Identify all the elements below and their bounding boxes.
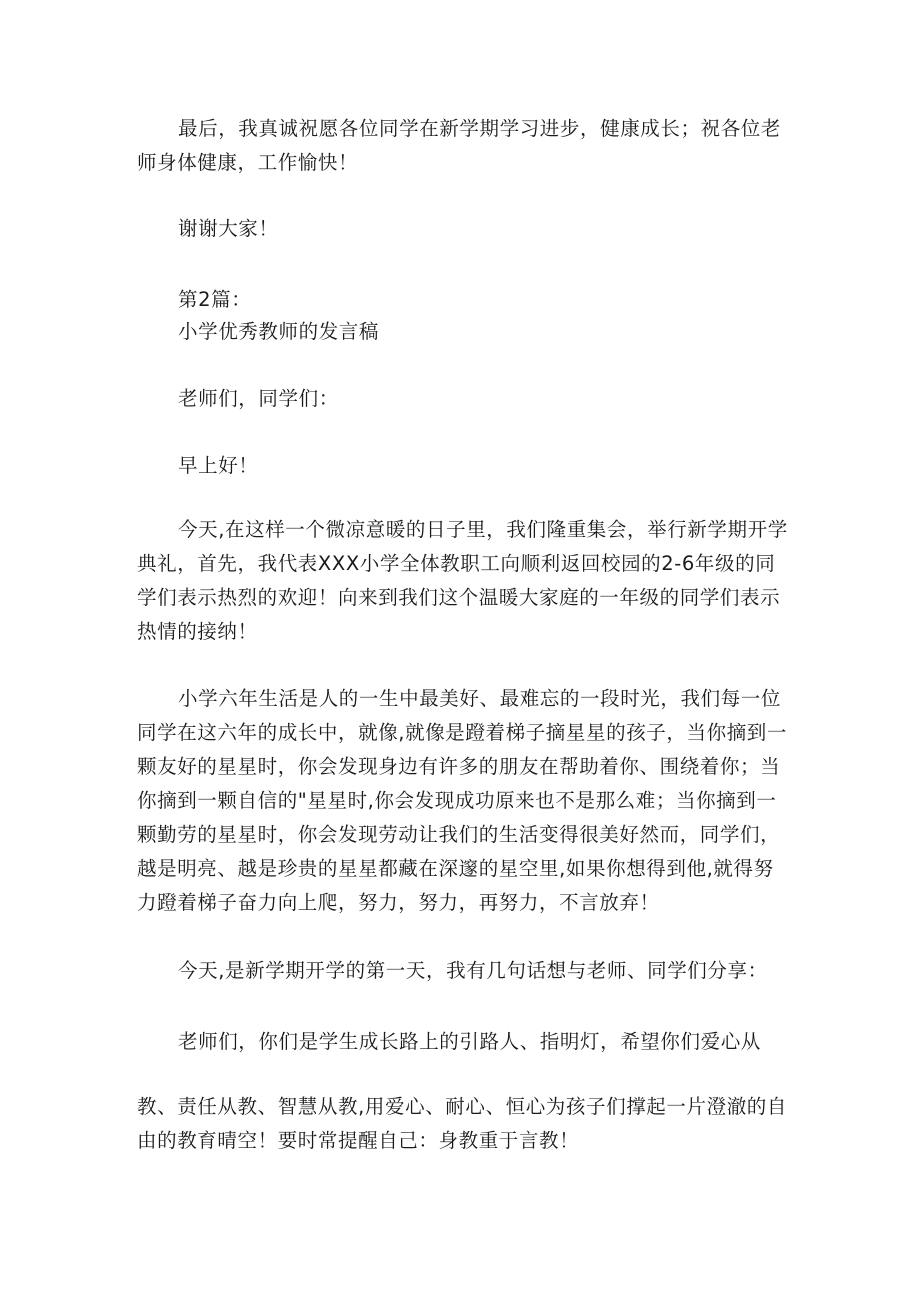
thanks-paragraph: 谢谢大家！ — [178, 217, 279, 240]
first-day-paragraph: 今天,是新学期开学的第一天，我有几句话想与老师、同学们分享： — [178, 959, 768, 982]
closing-wishes-paragraph: 最后，我真诚祝愿各位同学在新学期学习进步，健康成长；祝各位老师身体健康，工作愉快！ — [137, 117, 782, 174]
section-title-heading: 小学优秀教师的发言稿 — [178, 320, 380, 343]
teachers-paragraph-part2: 教、责任从教、智慧从教,用爱心、耐心、恒心为孩子们撑起一片澄澈的自由的教育晴空！要时常提醒自己：身教重于言教！ — [137, 1095, 787, 1152]
six-years-paragraph: 小学六年生活是人的一生中最美好、最难忘的一段时光，我们每一位同学在这六年的成长中，就像,就像是蹬着梯子摘星星的孩子，当你摘到一颗友好的星星时，你会发现身边有许多的朋友在帮助着你、围绕着你；当你摘到一颗自信的"星星时,你会发现成功原来也不是那么难；当你摘到一颗勤劳的星星时，你会发现劳动让我们的生活变得很美好然而，同学们，越是明亮、越是珍贵的星星都藏在深邃的星空里,如果你想得到他,就得努力蹬着梯子奋力向上爬，努力，努力，再努力，不言放弃！ — [137, 687, 787, 914]
teachers-paragraph-part1: 老师们，你们是学生成长路上的引路人、指明灯，希望你们爱心从 — [178, 1030, 761, 1053]
welcome-paragraph: 今天,在这样一个微凉意暖的日子里，我们隆重集会，举行新学期开学典礼，首先，我代表XXX小学全体教职工向顺利返回校园的2-6年级的同学们表示热烈的欢迎！向来到我们这个温暖大家庭的一年级的同学们表示热情的接纳！ — [137, 518, 788, 643]
salutation-paragraph: 老师们，同学们： — [178, 387, 339, 410]
section-number-heading: 第2篇： — [178, 288, 252, 311]
greeting-paragraph: 早上好！ — [178, 454, 259, 477]
